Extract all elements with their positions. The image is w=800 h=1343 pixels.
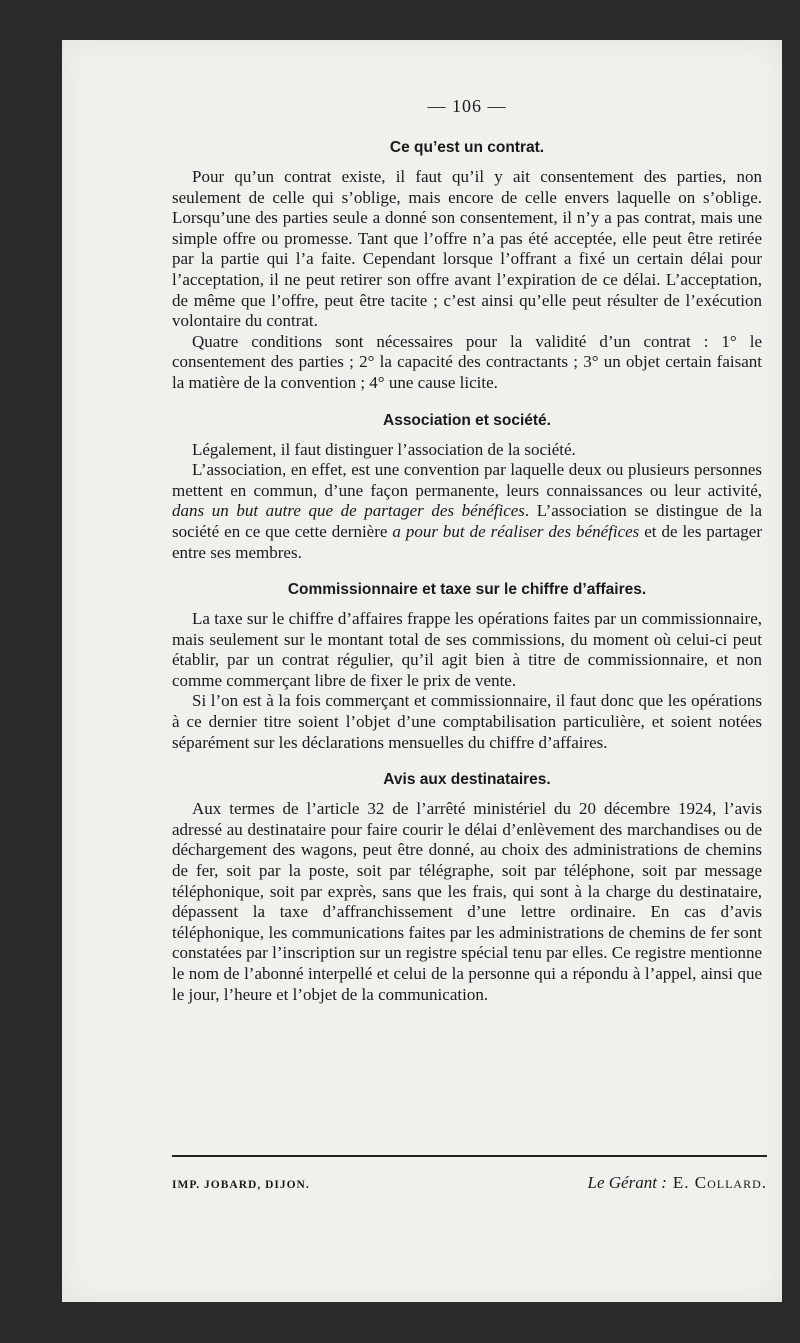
page-content (172, 96, 762, 1005)
footer-row (172, 1173, 767, 1193)
section-title-association: Association et société. (383, 411, 551, 429)
gerant-signature (588, 1173, 767, 1193)
page-number: — 106 — (427, 96, 507, 116)
footer-rule (172, 1155, 767, 1157)
gerant-label: Le Gérant : (587, 1173, 667, 1192)
section-title-avis: Avis aux destinataires. (383, 771, 551, 789)
emphasis: dans un but autre que de partager des bénéfices (172, 501, 525, 521)
paragraph: Quatre conditions sont nécessaires pour la validité d’un contrat : 1° le consentement des parties ; 2° la capacité des contractants ; 3° un objet certain faisant la matière de la convention ; 4° une cause licite. (172, 331, 762, 392)
gerant-name: E. Collard. (672, 1173, 767, 1192)
paragraph: Légalement, il faut distinguer l’association de la société. (192, 439, 576, 459)
page-footer (172, 1155, 767, 1193)
document-page (62, 40, 782, 1302)
section-title-contrat: Ce qu’est un contrat. (389, 139, 545, 156)
printer-imprint: IMP. JOBARD, DIJON. (172, 1179, 310, 1191)
paragraph: Si l’on est à la fois commerçant et commissionnaire, il faut donc que les opérations à ce dernier titre soient l’objet d’une comptabilisation particulière, et soient notées séparément sur les déclarations mensuelles du chiffre d’affaires. (172, 691, 762, 752)
paragraph: L’association, en effet, est une convention par laquelle deux ou plusieurs personnes mettent en commun, d’une façon permanente, leurs connaissances ou leur activité, dans un but autre que de partager des bénéfices. L’association se distingue de la société en ce que cette dernière a pour but de réaliser des bénéfices et de les partager entre ses membres. (172, 460, 762, 562)
paragraph: Aux termes de l’article 32 de l’arrêté ministériel du 20 décembre 1924, l’avis adressé au destinataire pour faire courir le délai d’enlèvement des marchandises ou de déchargement des wagons, peut être donné, au choix des administrations de chemins de fer, soit par la poste, soit par télégraphe, soit par téléphone, soit par message téléphonique, soit par exprès, sans que les frais, qui sont à la charge du destinataire, dépassent la taxe d’affranchissement d’une lettre ordinaire. En cas d’avis téléphonique, les communications faites par les administrations de chemins de fer sont constatées par l’inscription sur un registre spécial tenu par elles. Ce registre mentionne le nom de l’abonné interpellé et celui de la personne qui a répondu à l’appel, ainsi que le jour, l’heure et l’objet de la communication. (172, 799, 762, 1004)
paragraph: Pour qu’un contrat existe, il faut qu’il y ait consentement des parties, non seulement de celle qui s’oblige, mais encore de celle envers laquelle on s’oblige. Lorsqu’une des parties seule a donné son consentement, il n’y a pas contrat, mais une simple offre ou promesse. Tant que l’offre n’a pas été acceptée, elle peut être retirée par la partie qui l’a faite. Cependant lorsque l’offrant a fixé un certain délai pour l’acceptation, il ne peut retirer son offre avant l’expiration de ce délai. L’acceptation, de même que l’offre, peut être tacite ; c’est ainsi qu’elle peut résulter de l’exécution volontaire du contrat. (172, 167, 762, 331)
section-title-commissionnaire: Commissionnaire et taxe sur le chiffre d’affaires. (287, 581, 647, 599)
emphasis: a pour but de réaliser des bénéfices (392, 521, 640, 541)
paragraph: La taxe sur le chiffre d’affaires frappe les opérations faites par un commissionnaire, mais seulement sur le montant total de ses commissions, du moment où celui-ci peut établir, par un contrat régulier, qu’il agit bien à titre de commissionnaire, et non comme commerçant libre de fixer le prix de vente. (172, 609, 762, 690)
